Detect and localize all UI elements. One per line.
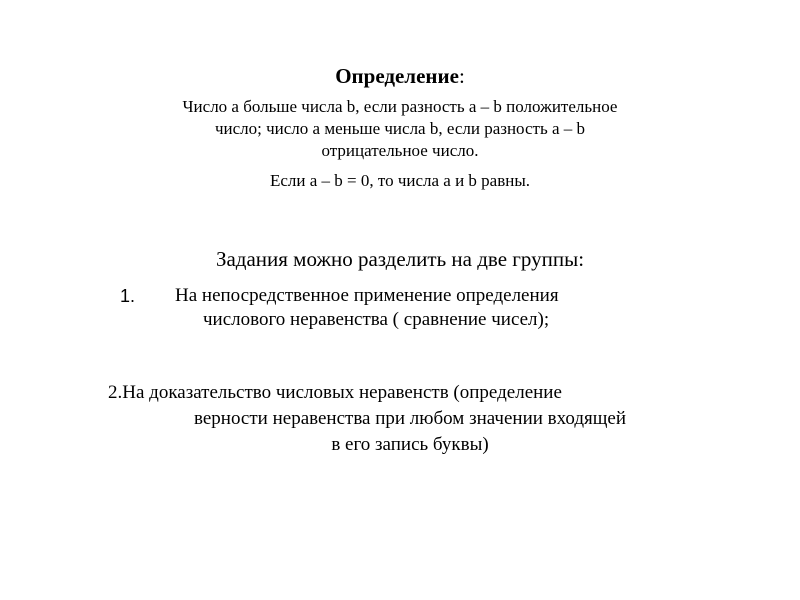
definition-line-1: Число а больше числа b, если разность а – b положительное — [182, 97, 618, 116]
slide-title — [0, 64, 800, 88]
list-item-1-line-2: числового неравенства ( сравнение чисел); — [203, 309, 550, 330]
list-item-1-line-1: На непосредственное применение определения — [175, 285, 559, 306]
list-item-2-line-2: верности неравенства при любом значении входящей — [194, 408, 626, 429]
list-item-2 — [100, 380, 720, 458]
title-word: Определение — [335, 64, 459, 88]
list-item-1 — [120, 284, 720, 332]
groups-intro: Задания можно разделить на две группы: — [215, 247, 585, 271]
definition-line-2: число; число а меньше числа b, если разность а – b — [214, 119, 586, 138]
list-item-2-line-3: в его запись буквы) — [331, 434, 489, 455]
definition-line-4: Если а – b = 0, то числа а и b равны. — [269, 171, 531, 190]
definition-line-3: отрицательное число. — [321, 141, 479, 160]
list-item-1-text — [175, 284, 695, 332]
list-item-2-line-1: 2.На доказательство числовых неравенств (определение — [108, 382, 562, 403]
title-colon: : — [458, 64, 465, 88]
definition-block — [90, 96, 710, 192]
list-item-1-number: 1. — [120, 286, 136, 306]
